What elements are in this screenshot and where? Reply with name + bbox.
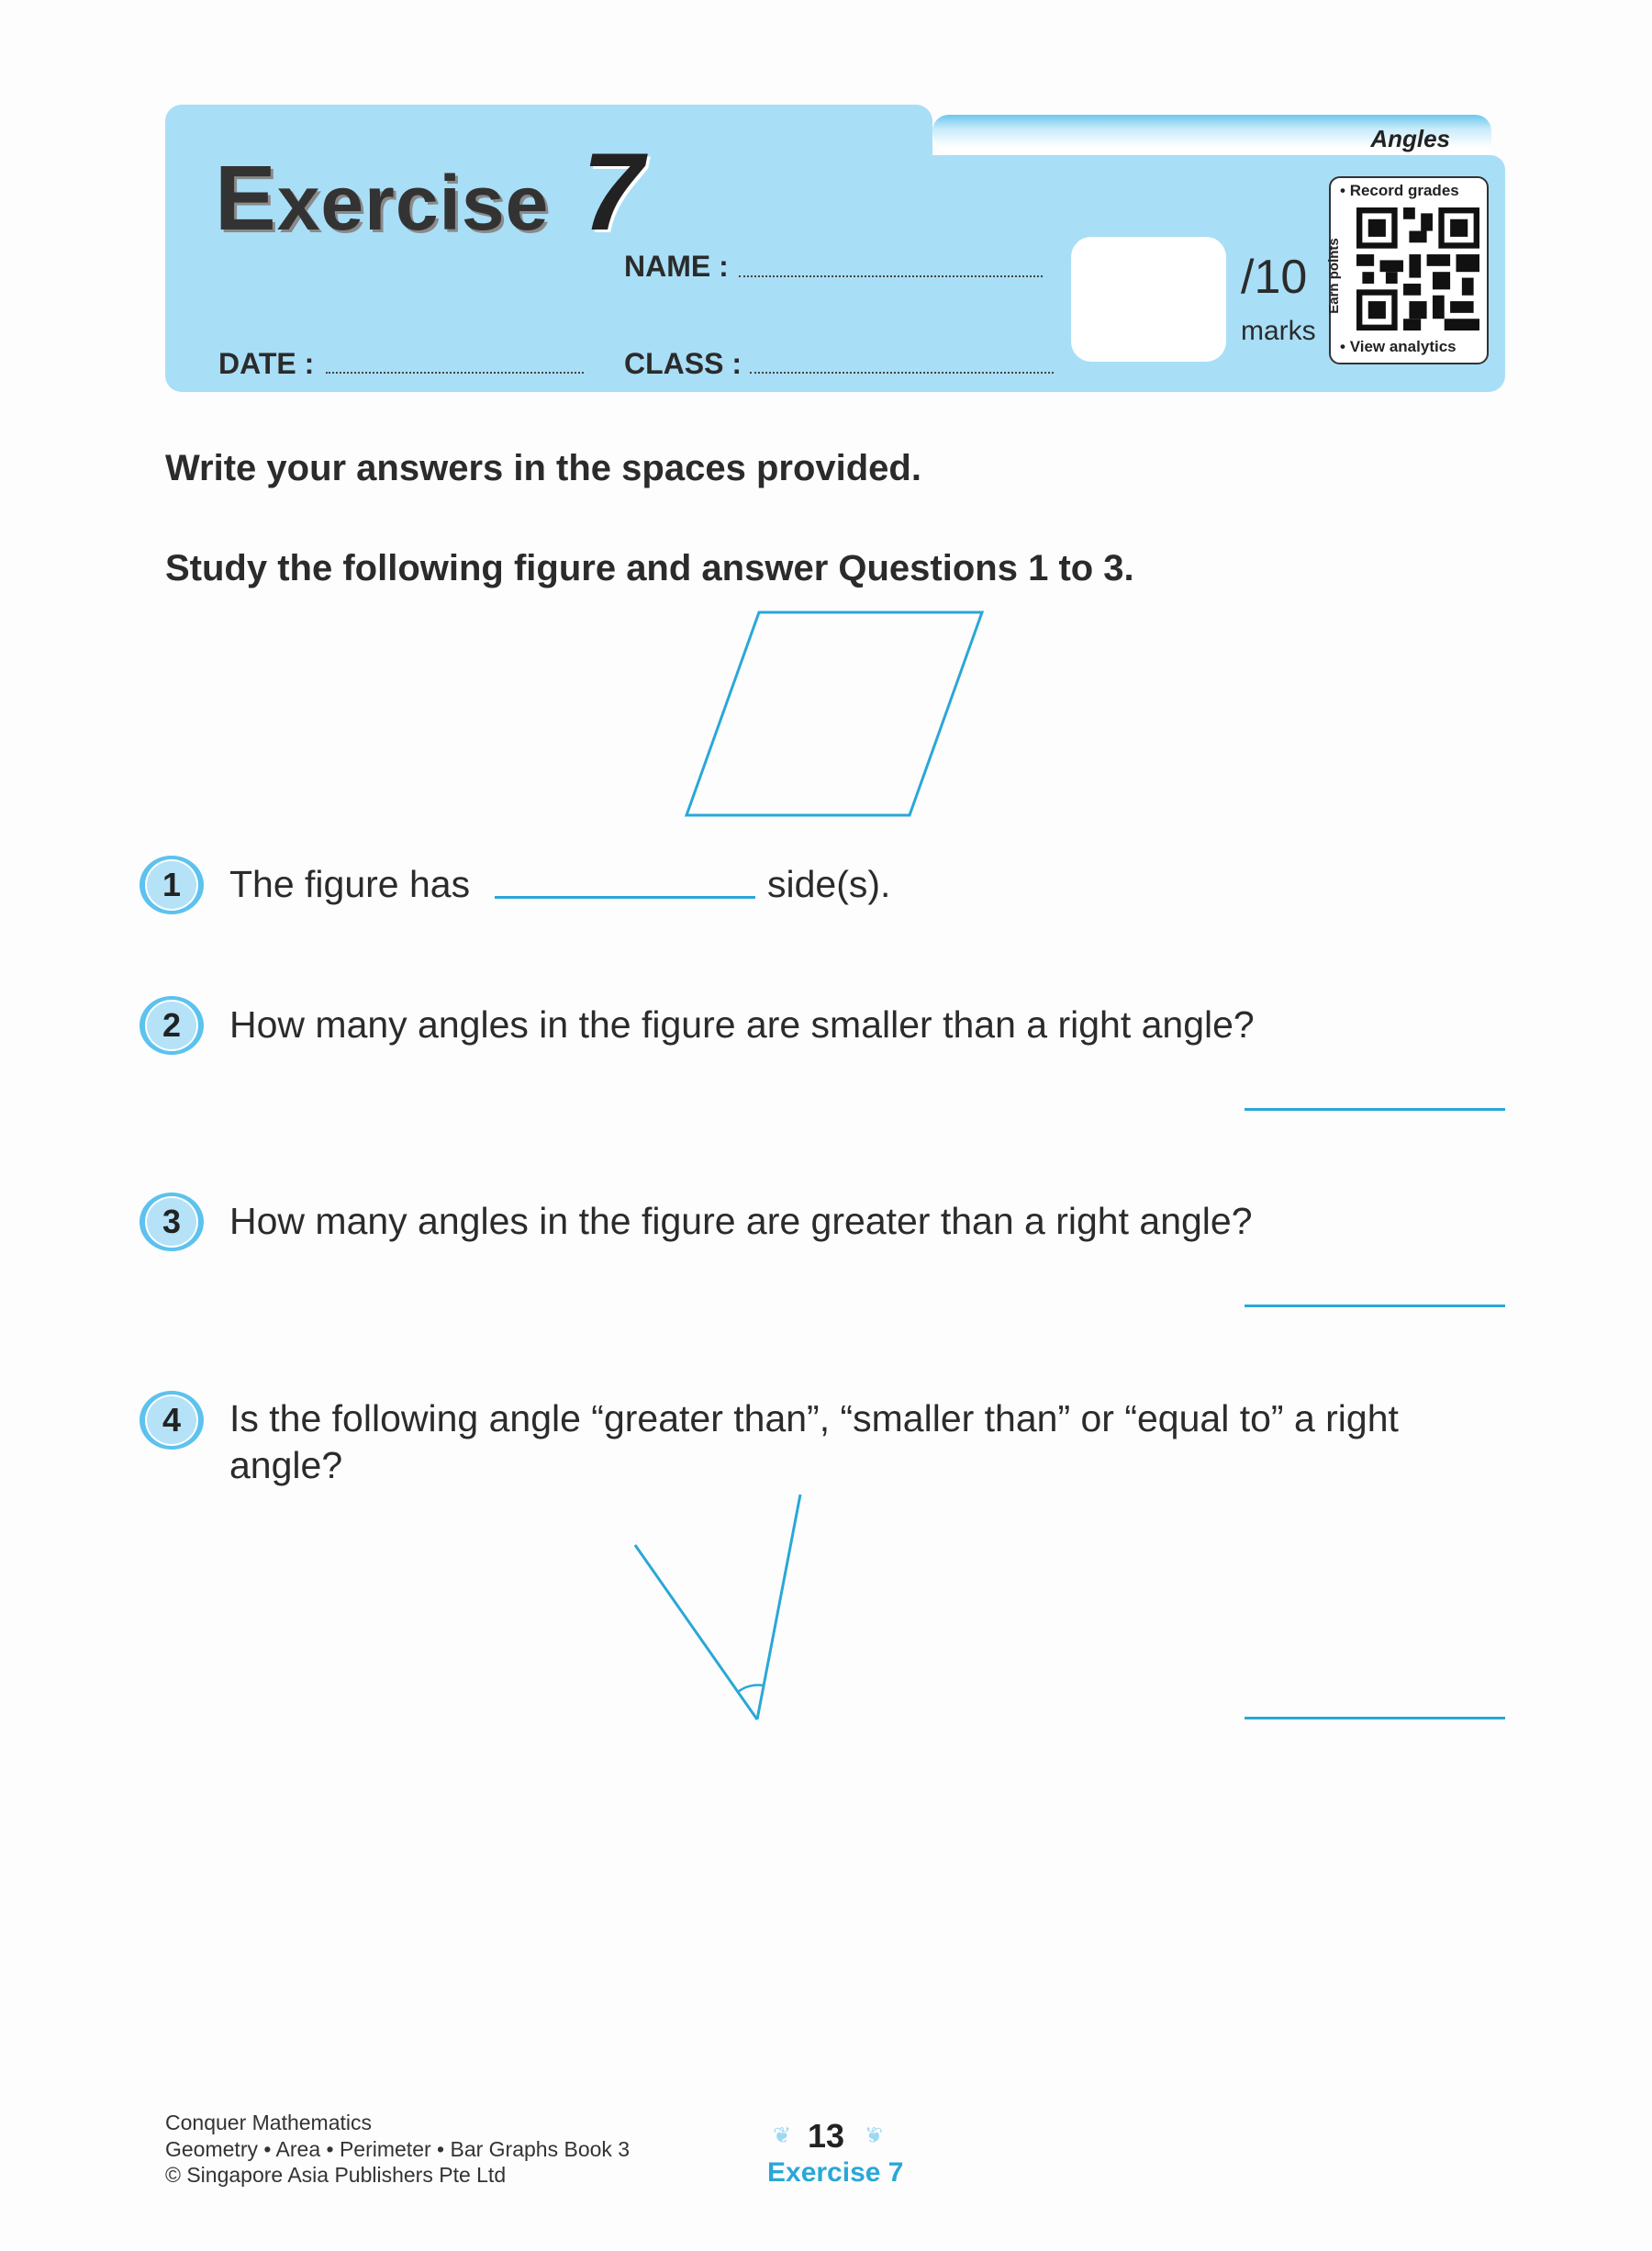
question-3-text: How many angles in the figure are greater than a right angle? <box>229 1200 1253 1242</box>
question-4-answer-line[interactable] <box>1245 1717 1505 1719</box>
page-number: 13 <box>808 2117 845 2155</box>
question-1-text-after: side(s). <box>767 863 891 905</box>
angle-arc <box>738 1685 764 1692</box>
leaf-right-icon: ❦ <box>865 2123 884 2148</box>
question-1-text: The figure has <box>229 863 471 905</box>
question-4-text-line2: angle? <box>229 1444 343 1486</box>
qr-side-label: Earn points <box>1325 238 1342 314</box>
parallelogram-figure <box>686 612 982 815</box>
date-label: DATE : <box>218 347 315 380</box>
leaf-left-icon: ❦ <box>773 2123 792 2148</box>
footer-series: Conquer Mathematics <box>165 2111 372 2134</box>
footer-book: Geometry • Area • Perimeter • Bar Graphs Book 3 <box>165 2137 631 2161</box>
instruction-study: Study the following figure and answer Questions 1 to 3. <box>165 548 1134 588</box>
question-4-text: Is the following angle “greater than”, “smaller than” or “equal to” a right <box>229 1397 1399 1439</box>
question-number-badge: 3 <box>140 1193 204 1251</box>
marks-label: marks <box>1241 316 1316 346</box>
total-marks: /10 <box>1241 251 1308 304</box>
question-2-text: How many angles in the figure are smaller than a right angle? <box>229 1003 1255 1046</box>
instruction-general: Write your answers in the spaces provided. <box>165 448 921 488</box>
exercise-title: Exercise <box>215 147 550 250</box>
question-number-badge: 1 <box>140 856 204 914</box>
class-label: CLASS : <box>624 347 742 380</box>
exercise-number: 7 <box>582 130 644 253</box>
name-label: NAME : <box>624 250 729 283</box>
qr-bottom-label: • View analytics <box>1340 338 1457 355</box>
question-number-badge: 4 <box>140 1391 204 1450</box>
footer-exercise: Exercise 7 <box>767 2157 904 2188</box>
footer-copyright: © Singapore Asia Publishers Pte Ltd <box>165 2163 507 2187</box>
question-1-answer-line[interactable] <box>495 896 755 899</box>
question-2-answer-line[interactable] <box>1245 1108 1505 1111</box>
question-number-badge: 2 <box>140 996 204 1055</box>
question-4-text-block <box>229 1395 1505 1489</box>
topic-label: Angles <box>1370 125 1450 152</box>
question-3-answer-line[interactable] <box>1245 1305 1505 1307</box>
angle-figure <box>635 1495 800 1719</box>
qr-top-label: • Record grades <box>1340 182 1459 199</box>
